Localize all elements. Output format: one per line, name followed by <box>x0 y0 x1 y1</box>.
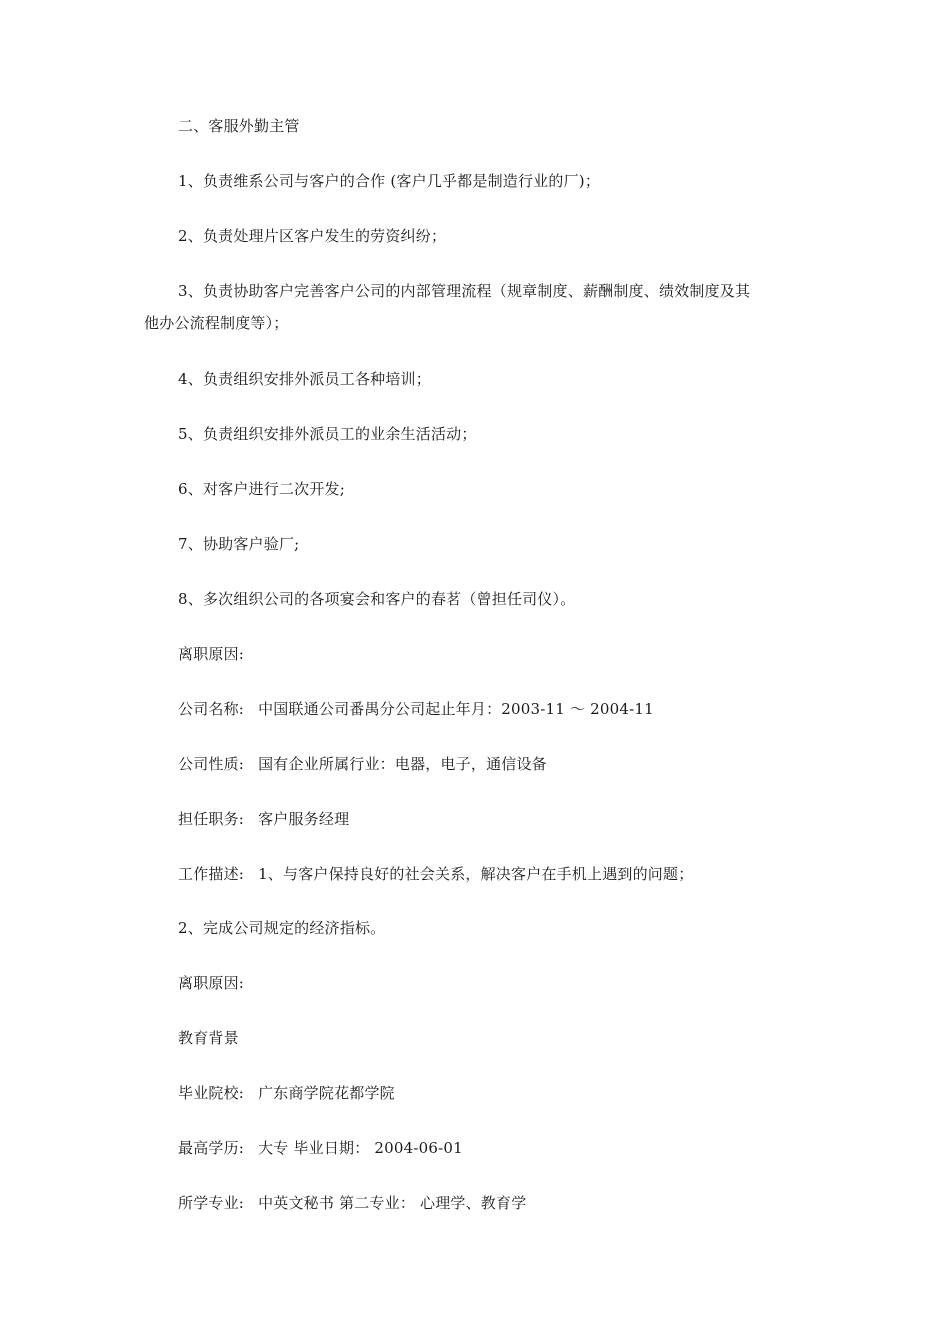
position-value: 客户服务经理 <box>258 810 350 828</box>
duty-item: 7、协助客户验厂; <box>178 535 300 553</box>
position-label: 担任职务: <box>178 810 245 828</box>
duty-item: 6、对客户进行二次开发; <box>178 480 345 498</box>
major-label: 所学专业: <box>178 1194 245 1212</box>
leave-reason: 离职原因: <box>178 974 245 992</box>
duty-item: 1、负责维系公司与客户的合作 (客户几乎都是制造行业的厂)； <box>178 172 601 190</box>
major-row <box>178 1193 526 1213</box>
degree-label: 最高学历: <box>178 1139 245 1157</box>
company-nature-label: 公司性质: <box>178 755 245 773</box>
duty-item: 4、负责组织安排外派员工各种培训； <box>178 370 431 388</box>
job-description-row <box>178 864 693 884</box>
degree-value: 大专 毕业日期： 2004-06-01 <box>258 1139 463 1157</box>
degree-row <box>178 1138 463 1158</box>
company-nature-row <box>178 754 547 774</box>
duty-item-continued: 他办公流程制度等）； <box>144 314 289 332</box>
job-description-item: 2、完成公司规定的经济指标。 <box>178 919 386 937</box>
job-description-value: 1、与客户保持良好的社会关系，解决客户在手机上遇到的问题； <box>258 865 694 883</box>
company-name-value: 中国联通公司番禺分公司起止年月：2003-11 ～ 2004-11 <box>258 700 654 718</box>
school-value: 广东商学院花都学院 <box>258 1084 395 1102</box>
school-row <box>178 1083 395 1103</box>
duty-item: 2、负责处理片区客户发生的劳资纠纷； <box>178 227 447 245</box>
school-label: 毕业院校: <box>178 1084 245 1102</box>
duty-item: 3、负责协助客户完善客户公司的内部管理流程（规章制度、薪酬制度、绩效制度及其 <box>178 282 751 300</box>
job-description-label: 工作描述: <box>178 865 245 883</box>
company-name-label: 公司名称: <box>178 700 245 718</box>
position-row <box>178 809 349 829</box>
company-nature-value: 国有企业所属行业：电器，电子，通信设备 <box>258 755 547 773</box>
duty-item: 8、多次组织公司的各项宴会和客户的春茗（曾担任司仪）。 <box>178 590 576 608</box>
education-title: 教育背景 <box>178 1029 239 1047</box>
major-value: 中英文秘书 第二专业： 心理学、教育学 <box>258 1194 527 1212</box>
leave-reason: 离职原因: <box>178 645 245 663</box>
duty-item: 5、负责组织安排外派员工的业余生活活动； <box>178 425 477 443</box>
section-title: 二、客服外勤主管 <box>178 117 300 135</box>
company-name-row <box>178 699 654 719</box>
